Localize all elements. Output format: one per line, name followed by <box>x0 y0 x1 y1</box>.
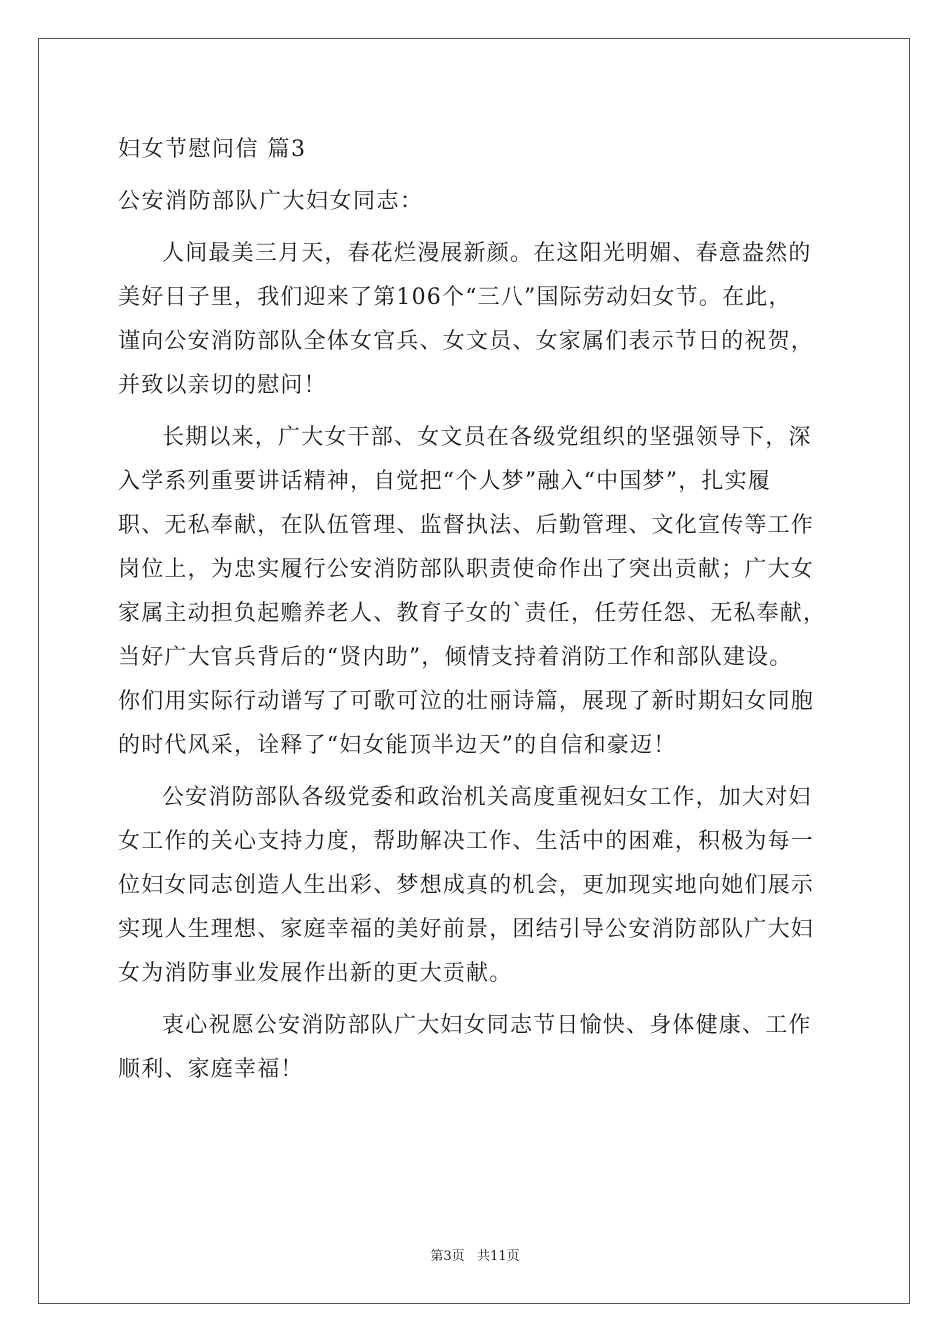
paragraph-line: 岗位上，为忠实履行公安消防部队职责使命作出了突出贡献；广大女 <box>118 557 815 582</box>
paragraph-line: 人间最美三月天，春花烂漫展新颜。在这阳光明媚、春意盎然的 <box>162 241 812 266</box>
paragraph-line: 公安消防部队各级党委和政治机关高度重视妇女工作，加大对妇 <box>162 785 812 810</box>
page-number: 第3页 <box>430 1249 465 1264</box>
paragraph-line: 并致以亲切的慰问！ <box>118 373 327 398</box>
letter-title: 妇女节慰问信 篇3 <box>118 137 307 162</box>
paragraph-2 <box>118 416 834 768</box>
salutation: 公安消防部队广大妇女同志： <box>118 189 424 214</box>
paragraph-line: 位妇女同志创造人生出彩、梦想成真的机会，更加现实地向她们展示 <box>118 873 815 898</box>
paragraph-line: 你们用实际行动谱写了可歌可泣的壮丽诗篇，展现了新时期妇女同胞 <box>118 689 815 714</box>
paragraph-line: 入学系列重要讲话精神，自觉把“个人梦”融入“中国梦”，扎实履 <box>118 469 771 494</box>
letter-body <box>118 128 834 1100</box>
paragraph-line: 美好日子里，我们迎来了第106个“三八”国际劳动妇女节。在此， <box>118 285 792 310</box>
paragraph-line: 顺利、家庭幸福！ <box>118 1057 304 1082</box>
paragraph-line: 实现人生理想、家庭幸福的美好前景，团结引导公安消防部队广大妇 <box>118 917 815 942</box>
paragraph-line: 当好广大官兵背后的“贤内助”，倾情支持着消防工作和部队建设。 <box>118 645 793 670</box>
paragraph-line: 职、无私奉献，在队伍管理、监督执法、后勤管理、文化宣传等工作 <box>118 513 815 538</box>
paragraph-line: 的时代风采，诠释了“妇女能顶半边天”的自信和豪迈！ <box>118 733 677 758</box>
page-footer <box>0 1248 950 1266</box>
page-total: 共11页 <box>477 1249 520 1264</box>
paragraph-line: 家属主动担负起赡养老人、教育子女的`责任，任劳任怨、无私奉献， <box>118 601 827 626</box>
paragraph-3 <box>118 776 834 996</box>
paragraph-line: 长期以来，广大女干部、女文员在各级党组织的坚强领导下，深 <box>162 425 812 450</box>
paragraph-line: 女为消防事业发展作出新的更大贡献。 <box>118 961 513 986</box>
paragraph-line: 谨向公安消防部队全体女官兵、女文员、女家属们表示节日的祝贺， <box>118 329 815 354</box>
paragraph-4 <box>118 1004 834 1092</box>
paragraph-line: 衷心祝愿公安消防部队广大妇女同志节日愉快、身体健康、工作 <box>162 1013 812 1038</box>
paragraph-line: 女工作的关心支持力度，帮助解决工作、生活中的困难，积极为每一 <box>118 829 815 854</box>
paragraph-1 <box>118 232 834 408</box>
